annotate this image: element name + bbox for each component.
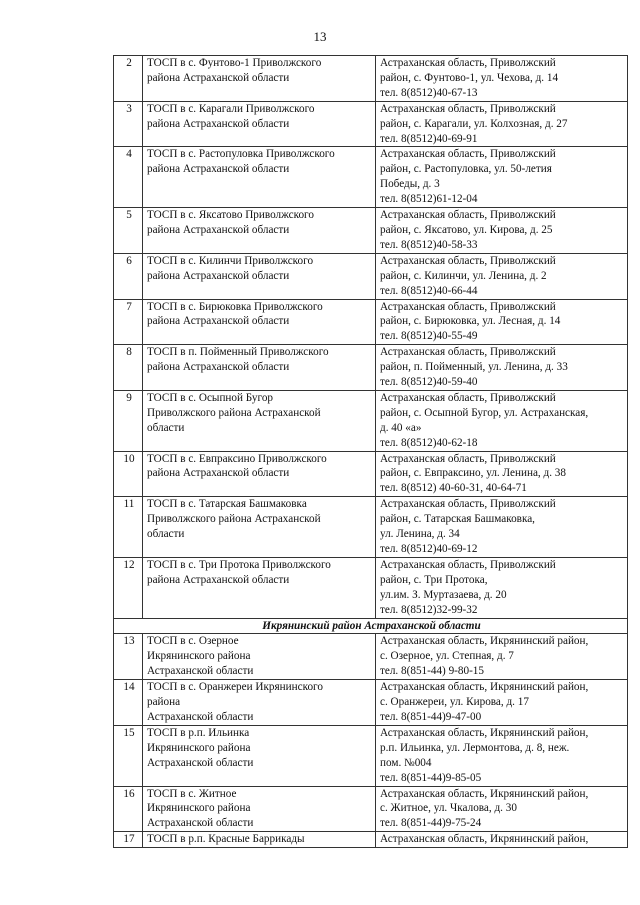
address-line: Астраханская область, Икрянинский район, [380, 681, 589, 694]
address-line: тел. 8(8512)40-58-33 [380, 238, 478, 251]
office-name-line: ТОСП в с. Осыпной Бугор [147, 391, 274, 404]
office-name-line: ТОСП в р.п. Красные Баррикады [147, 833, 305, 846]
address-line: Астраханская область, Приволжский [380, 254, 556, 267]
address-line: район, с. Осыпной Бугор, ул. Астраханская, [380, 406, 589, 419]
address-cell [376, 390, 628, 451]
office-name-line: ТОСП в с. Растопуловка Приволжского [147, 148, 335, 161]
office-name-line: района Астраханской области [147, 71, 290, 84]
address-line: район, с. Бирюковка, ул. Лесная, д. 14 [380, 315, 561, 328]
office-name-line: района Астраханской области [147, 163, 290, 176]
office-name-line: Приволжского района Астраханской [147, 406, 321, 419]
office-name-line: ТОСП в с. Оранжереи Икрянинского [147, 681, 323, 694]
address-cell [376, 147, 628, 208]
address-line: Астраханская область, Приволжский [380, 346, 556, 359]
row-number: 5 [114, 208, 143, 254]
address-line: Астраханская область, Приволжский [380, 57, 556, 69]
office-name-line: района Астраханской области [147, 223, 290, 236]
office-name-cell [143, 299, 376, 345]
address-cell [376, 451, 628, 497]
office-name-cell [143, 56, 376, 102]
office-name-line: района Астраханской области [147, 573, 290, 586]
office-name-cell [143, 786, 376, 832]
office-name-cell [143, 101, 376, 147]
table-row [114, 56, 628, 102]
address-line: район, с. Евпраксино, ул. Ленина, д. 38 [380, 467, 566, 480]
office-name-line: ТОСП в с. Житное [147, 787, 237, 800]
office-name-line: района Астраханской области [147, 117, 290, 130]
address-line: тел. 8(8512)40-67-13 [380, 86, 478, 99]
address-cell [376, 497, 628, 558]
address-line: тел. 8(851-44) 9-80-15 [380, 665, 484, 678]
office-name-cell [143, 557, 376, 618]
office-name-line: Икрянинского района [147, 650, 251, 663]
table-row [114, 253, 628, 299]
office-name-line: ТОСП в с. Евпраксино Приволжского [147, 452, 327, 465]
address-cell [376, 557, 628, 618]
table-row [114, 680, 628, 726]
address-line: тел. 8(8512)40-69-91 [380, 132, 478, 145]
table-row [114, 557, 628, 618]
office-name-cell [143, 832, 376, 848]
address-line: Астраханская область, Икрянинский район, [380, 726, 589, 739]
address-cell [376, 725, 628, 786]
section-header-row [114, 618, 628, 634]
office-name-line: района Астраханской области [147, 467, 290, 480]
row-number: 3 [114, 101, 143, 147]
address-cell [376, 299, 628, 345]
address-line: район, с. Татарская Башмаковка, [380, 513, 535, 526]
table-row [114, 786, 628, 832]
address-line: Астраханская область, Икрянинский район, [380, 635, 589, 648]
address-line: Астраханская область, Приволжский [380, 498, 556, 511]
table-row [114, 147, 628, 208]
row-number: 11 [114, 497, 143, 558]
office-name-line: района [147, 696, 181, 709]
address-line: с. Житное, ул. Чкалова, д. 30 [380, 802, 517, 815]
address-cell [376, 253, 628, 299]
table-row [114, 451, 628, 497]
office-name-line: Астраханской области [147, 710, 254, 723]
address-cell [376, 345, 628, 391]
address-line: Астраханская область, Приволжский [380, 209, 556, 222]
office-name-line: Астраханской области [147, 665, 254, 678]
office-name-line: ТОСП в р.п. Ильинка [147, 726, 250, 739]
table-row [114, 832, 628, 848]
address-line: Астраханская область, Икрянинский район, [380, 833, 589, 846]
address-line: д. 40 «а» [380, 421, 422, 434]
office-name-line: области [147, 528, 185, 541]
address-line: тел. 8(8512)40-66-44 [380, 284, 478, 297]
address-line: тел. 8(8512) 40-60-31, 40-64-71 [380, 482, 527, 495]
address-line: район, с. Карагали, ул. Колхозная, д. 27 [380, 117, 568, 130]
table-row [114, 299, 628, 345]
address-line: р.п. Ильинка, ул. Лермонтова, д. 8, неж. [380, 741, 570, 754]
office-name-cell [143, 147, 376, 208]
address-line: с. Озерное, ул. Степная, д. 7 [380, 650, 514, 663]
address-cell [376, 680, 628, 726]
table-row [114, 208, 628, 254]
section-title: Икрянинский район Астраханской области [114, 618, 628, 634]
office-name-line: ТОСП в с. Бирюковка Приволжского [147, 300, 323, 313]
address-line: с. Оранжереи, ул. Кирова, д. 17 [380, 696, 529, 709]
row-number: 16 [114, 786, 143, 832]
table-row [114, 101, 628, 147]
address-line: район, п. Пойменный, ул. Ленина, д. 33 [380, 361, 568, 374]
office-name-line: ТОСП в с. Килинчи Приволжского [147, 254, 314, 267]
address-line: тел. 8(8512)40-69-12 [380, 543, 478, 555]
row-number: 14 [114, 680, 143, 726]
office-name-cell [143, 497, 376, 558]
office-name-line: области [147, 421, 185, 434]
row-number: 13 [114, 634, 143, 680]
page-number: 13 [313, 29, 327, 44]
office-name-line: ТОСП в с. Озерное [147, 635, 239, 648]
office-name-cell [143, 208, 376, 254]
office-name-line: Икрянинского района [147, 741, 251, 754]
office-name-cell [143, 390, 376, 451]
address-line: тел. 8(851-44)9-75-24 [380, 817, 482, 830]
office-name-line: ТОСП в с. Татарская Башмаковка [147, 498, 307, 511]
address-line: тел. 8(851-44)9-47-00 [380, 710, 482, 723]
address-cell [376, 832, 628, 848]
address-cell [376, 634, 628, 680]
office-name-line: ТОСП в с. Яксатово Приволжского [147, 209, 314, 222]
address-line: район, с. Яксатово, ул. Кирова, д. 25 [380, 223, 553, 236]
office-name-cell [143, 680, 376, 726]
address-line: район, с. Растопуловка, ул. 50-летия [380, 163, 552, 176]
office-name-line: Астраханской области [147, 756, 254, 769]
table-row [114, 345, 628, 391]
row-number: 9 [114, 390, 143, 451]
table-row [114, 725, 628, 786]
address-line: тел. 8(8512)32-99-32 [380, 603, 478, 616]
address-line: тел. 8(8512)40-62-18 [380, 436, 478, 449]
row-number: 4 [114, 147, 143, 208]
office-name-cell [143, 634, 376, 680]
address-line: тел. 8(851-44)9-85-05 [380, 771, 482, 784]
table-row [114, 390, 628, 451]
address-cell [376, 56, 628, 102]
address-cell [376, 208, 628, 254]
address-line: район, с. Три Протока, [380, 573, 488, 586]
address-line: Астраханская область, Приволжский [380, 300, 556, 313]
row-number: 8 [114, 345, 143, 391]
offices-table [113, 55, 628, 848]
office-name-line: Приволжского района Астраханской [147, 513, 321, 526]
address-line: район, с. Фунтово-1, ул. Чехова, д. 14 [380, 71, 559, 84]
office-name-cell [143, 345, 376, 391]
address-line: Астраханская область, Приволжский [380, 148, 556, 161]
address-line: тел. 8(8512)40-59-40 [380, 376, 478, 389]
address-cell [376, 786, 628, 832]
row-number: 6 [114, 253, 143, 299]
office-name-line: района Астраханской области [147, 361, 290, 374]
address-line: тел. 8(8512)40-55-49 [380, 330, 478, 343]
office-name-line: ТОСП в с. Три Протока Приволжского [147, 558, 331, 571]
office-name-cell [143, 451, 376, 497]
address-line: Астраханская область, Икрянинский район, [380, 787, 589, 800]
address-line: ул.им. З. Муртазаева, д. 20 [380, 588, 507, 601]
row-number: 17 [114, 832, 143, 848]
address-line: ул. Ленина, д. 34 [380, 528, 460, 541]
table-row [114, 497, 628, 558]
office-name-line: района Астраханской области [147, 269, 290, 282]
address-line: Астраханская область, Приволжский [380, 391, 556, 404]
office-name-cell [143, 725, 376, 786]
address-line: тел. 8(8512)61-12-04 [380, 193, 478, 206]
office-name-line: Астраханской области [147, 817, 254, 830]
office-name-line: ТОСП в п. Пойменный Приволжского [147, 346, 329, 359]
address-cell [376, 101, 628, 147]
office-name-line: ТОСП в с. Фунтово-1 Приволжского [147, 57, 322, 69]
row-number: 15 [114, 725, 143, 786]
offices-table-body [114, 56, 628, 848]
row-number: 10 [114, 451, 143, 497]
office-name-cell [143, 253, 376, 299]
row-number: 7 [114, 299, 143, 345]
address-line: пом. №004 [380, 756, 432, 769]
address-line: Астраханская область, Приволжский [380, 452, 556, 465]
office-name-line: района Астраханской области [147, 315, 290, 328]
row-number: 12 [114, 557, 143, 618]
table-row [114, 634, 628, 680]
address-line: Астраханская область, Приволжский [380, 102, 556, 115]
row-number: 2 [114, 56, 143, 102]
address-line: район, с. Килинчи, ул. Ленина, д. 2 [380, 269, 547, 282]
address-line: Астраханская область, Приволжский [380, 558, 556, 571]
office-name-line: ТОСП в с. Карагали Приволжского [147, 102, 315, 115]
address-line: Победы, д. 3 [380, 178, 440, 191]
office-name-line: Икрянинского района [147, 802, 251, 815]
